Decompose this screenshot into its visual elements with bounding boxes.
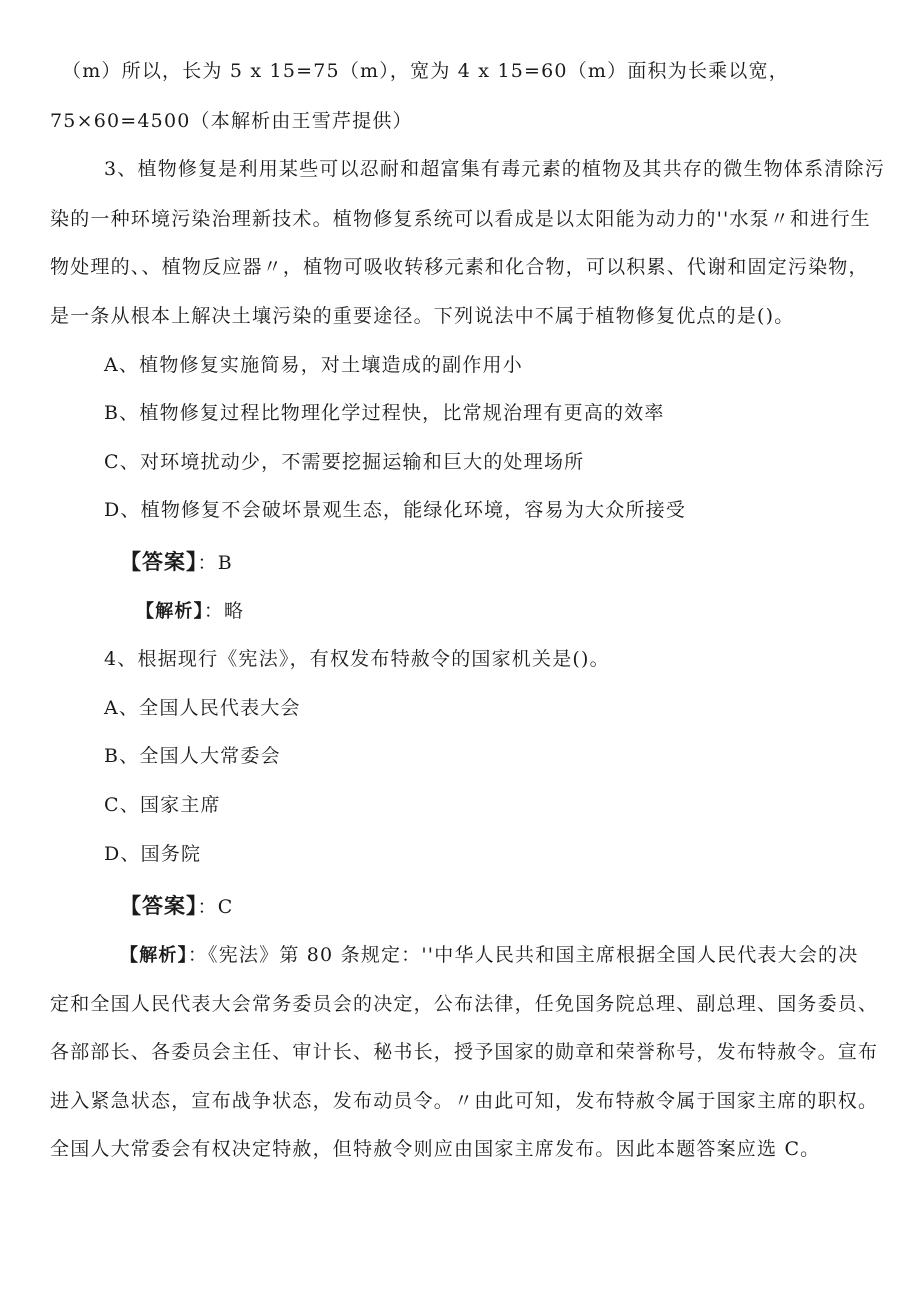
question-3-stem-line-3: 物处理的、、植物反应器〃，植物可吸收转移元素和化合物，可以积累、代谢和固定污染物， [50,256,869,278]
question-3-option-b: B、植物修复过程比物理化学过程快，比常规治理有更高的效率 [104,402,665,424]
question-3-option-c: C、对环境扰动少，不需要挖掘运输和巨大的处理场所 [104,451,585,473]
question-4-analysis-line-5: 全国人大常委会有权决定特赦，但特赦令则应由国家主席发布。因此本题答案应选 C。 [50,1138,821,1160]
question-3-stem-line-4: 是一条从根本上解决土壤污染的重要途径。下列说法中不属于植物修复优点的是()。 [50,305,795,327]
question-3-answer [120,552,233,573]
question-4-analysis-line-3: 各部部长、各委员会主任、审计长、秘书长，授予国家的勋章和荣誉称号，发布特赦令。宣布 [50,1041,879,1063]
question-4-option-d: D、国务院 [104,843,202,865]
analysis-text: ：《宪法》第 80 条规定：''中华人民共和国主席根据全国人民代表大会的决 [187,944,859,966]
question-4-option-a: A、全国人民代表大会 [104,697,301,719]
analysis-text: ：略 [203,600,245,622]
question-3-stem-line-2: 染的一种环境污染治理新技术。植物修复系统可以看成是以太阳能为动力的''水泵〃和进行生 [50,208,871,230]
intro-line-2: 75×60=4500（本解析由王雪芹提供） [50,110,413,132]
question-4-analysis-line-2: 定和全国人民代表大会常务委员会的决定，公布法律，任免国务院总理、副总理、国务委员、 [50,993,879,1015]
question-4-option-b: B、全国人大常委会 [104,745,281,767]
analysis-label: 【解析】 [136,601,204,622]
question-4-analysis-line-4: 进入紧急状态，宣布战争状态，发布动员令。〃由此可知，发布特赦令属于国家主席的职权。 [50,1090,879,1112]
answer-value: ：C [197,896,234,918]
question-3-option-d: D、植物修复不会破坏景观生态，能绿化环境，容易为大众所接受 [104,499,687,521]
answer-label: 【答案】 [120,894,198,918]
analysis-label: 【解析】 [120,945,188,966]
question-3-stem-line-1: 3、植物修复是利用某些可以忍耐和超富集有毒元素的植物及其共存的微生物体系清除污 [104,158,885,180]
question-4-stem: 4、根据现行《宪法》，有权发布特赦令的国家机关是()。 [104,648,610,670]
question-3-analysis [136,602,244,621]
answer-label: 【答案】 [120,550,198,574]
question-4-analysis-line-1 [120,946,858,965]
answer-value: ：B [197,552,233,574]
question-4-answer [120,896,233,917]
question-4-option-c: C、国家主席 [104,794,221,816]
intro-line-1: （m）所以，长为 5 x 15=75（m），宽为 4 x 15=60（m）面积为长乘以宽， [62,60,789,82]
question-3-option-a: A、植物修复实施简易，对土壤造成的副作用小 [104,354,523,376]
